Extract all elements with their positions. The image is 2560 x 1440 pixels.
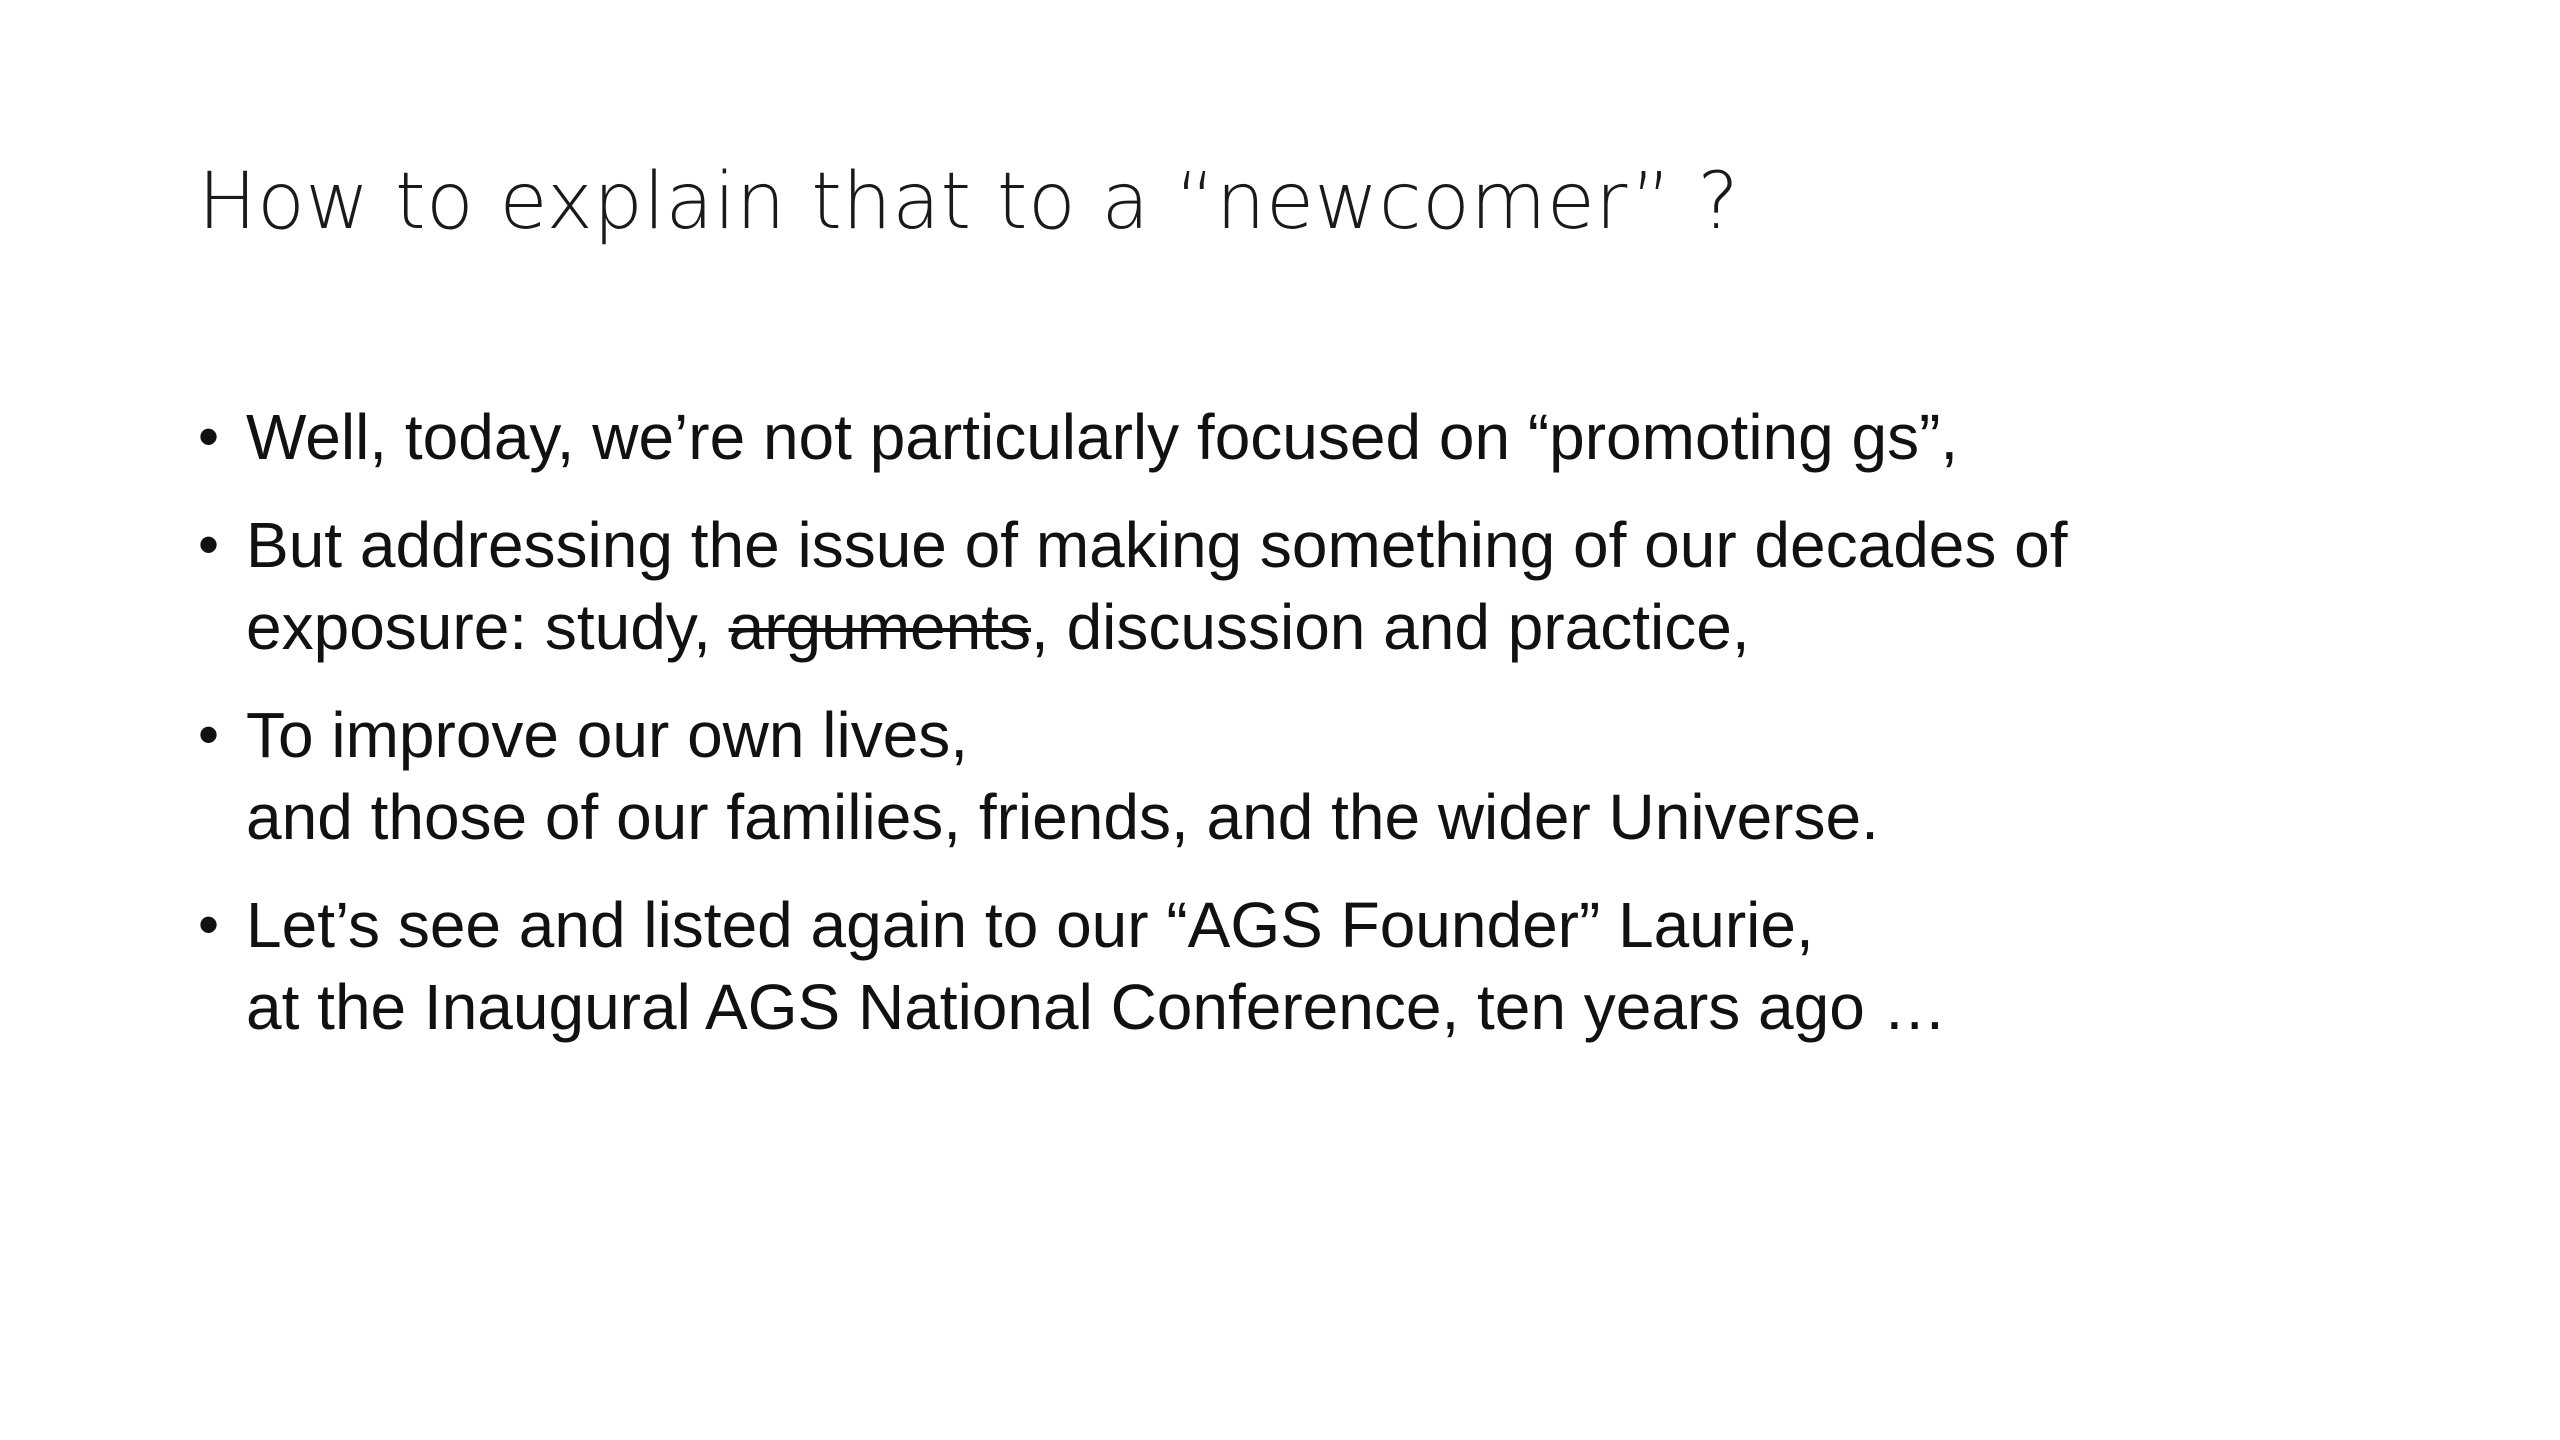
bullet-marker: • (198, 891, 220, 958)
bullet-item-3 (198, 694, 2398, 858)
bullet-list (198, 396, 2398, 1074)
struck-word-arguments: arguments (728, 591, 1031, 663)
bullet-2-line-2 (246, 586, 2398, 668)
bullet-2-text-before-strike: exposure: study, (246, 591, 729, 663)
bullet-marker: • (198, 511, 220, 578)
bullet-marker: • (198, 701, 220, 768)
bullet-item-2 (198, 504, 2398, 668)
bullet-3-line-1: To improve our own lives, (246, 699, 969, 771)
slide-title: How to explain that to a “newcomer” ? (198, 157, 1740, 247)
bullet-2-text-after-strike: , discussion and practice, (1031, 591, 1750, 663)
bullet-3-line-2: and those of our families, friends, and the wider Universe. (246, 781, 1879, 853)
bullet-4-line-1: Let’s see and listed again to our “AGS Founder” Laurie, (246, 889, 1814, 961)
bullet-item-1 (198, 396, 2398, 478)
bullet-2-line-1: But addressing the issue of making something of our decades of (246, 509, 2068, 581)
bullet-4-line-2: at the Inaugural AGS National Conference, ten years ago … (246, 971, 1947, 1043)
bullet-marker: • (198, 403, 220, 470)
bullet-item-4 (198, 884, 2398, 1048)
bullet-1-line-1: Well, today, we’re not particularly focused on “promoting gs”, (246, 401, 1959, 473)
